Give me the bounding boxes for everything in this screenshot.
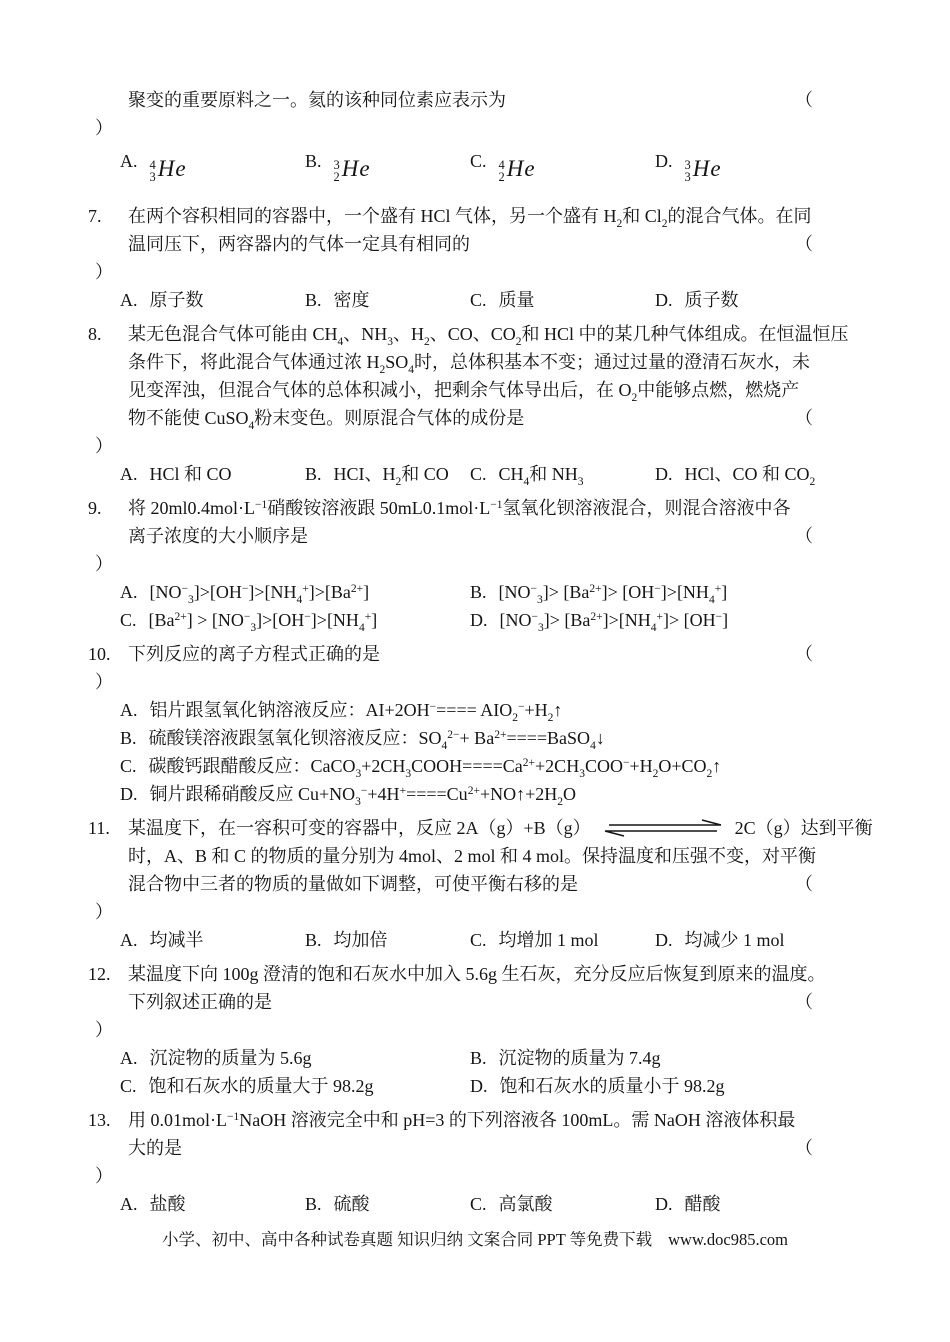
options-row [120,724,950,752]
options-row [120,1044,950,1072]
option [305,138,470,192]
option [305,460,470,488]
option-label: C. [470,151,487,171]
question-line: 时，A、B 和 C 的物质的量分别为 4mol、2 mol 和 4 mol。保持温度和压强不变，对平衡 [128,846,817,866]
option-label: B. [470,1048,487,1068]
option-label: D. [655,1194,673,1214]
option [470,1190,655,1218]
question-line: 离子浓度的大小顺序是 （ [128,522,950,550]
answer-paren: （ [795,526,813,546]
option-text: $CH_4$和 $NH_3$ [498,464,584,488]
option [470,138,655,192]
option [470,460,655,488]
option [120,606,470,634]
question-line: 见变浑浊，但混合气体的总体积减小，把剩余气体导出后，在 $O_2$中能够点燃，燃烧产 [128,380,800,404]
answer-paren: （ [795,874,813,894]
option [470,286,655,314]
option [305,1190,470,1218]
option-text: $[NO^-_3]> [Ba^{2+}]>[NH_4^+]> [OH^-]$ [499,610,729,634]
option-label: C. [120,756,137,776]
option-label: B. [120,728,137,748]
option-text: 碳酸钙跟醋酸反应：$CaCO_3+2CH_3COOH====Ca^{2+}+2CH_3COO^-+H_2O+CO_2↑$ [148,756,722,780]
isotope-notation: 3 3 He [684,156,722,184]
option-text: 均减半 [149,930,204,950]
option-label: A. [120,290,138,310]
question-line: 某温度下向 100g 澄清的饱和石灰水中加入 5.6g 生石灰，充分反应后恢复到原来的温度。 [128,964,826,984]
option-label: C. [120,610,137,630]
option [120,286,305,314]
question-10 [0,640,950,808]
option [120,780,576,808]
footer-note: 小学、初中、高中各种试卷真题 知识归纳 文案合同 PPT 等免费下载 [161,1230,653,1249]
question-line: ） [95,672,113,692]
option-text [685,138,722,192]
options-row [120,142,950,188]
answer-paren: （ [795,234,813,254]
options-row [120,578,950,606]
options-row [120,780,950,808]
options-row [120,606,950,634]
question-11 [0,814,950,954]
option-label: D. [655,930,673,950]
option-label: C. [120,1076,137,1096]
answer-paren: （ [795,90,813,110]
option-label: A. [120,1194,138,1214]
option-label: C. [470,464,487,484]
option-text: 饱和石灰水的质量大于 98.2g [148,1076,374,1096]
answer-paren: （ [795,992,813,1012]
option [120,1044,470,1072]
answer-paren: （ [795,408,813,428]
option-label: B. [305,290,322,310]
option [470,606,728,634]
option-text: 铝片跟氢氧化钠溶液反应：$AI+2OH^-==== AIO_2^-+H_2↑$ [149,700,563,724]
option-label: C. [470,930,487,950]
question-number: 9. [88,498,102,518]
question-number: 8. [88,324,102,344]
option-text: 饱和石灰水的质量小于 98.2g [499,1076,725,1096]
options-row [120,286,950,314]
option [655,286,739,314]
question-line: ） [95,902,113,922]
question-number: 13. [88,1110,111,1130]
option [470,926,655,954]
option [305,286,470,314]
question-number: 12. [88,964,111,984]
option-label: C. [470,1194,487,1214]
option-label: A. [120,930,138,950]
option [120,1190,305,1218]
question-line: 混合物中三者的物质的量做如下调整，可使平衡右移的是 （ [128,870,950,898]
options-row [120,696,950,724]
question-6-partial [0,86,950,188]
option-text [499,138,536,192]
question-line: ） [95,1020,113,1040]
question-8 [0,320,950,488]
question-line: 某无色混合气体可能由 $CH_4$、$NH_3$、$H_2$、CO、$CO_2$和 HCl 中的某几种气体组成。在恒温恒压 [128,324,849,348]
option-label: A. [120,464,138,484]
option [120,1072,470,1100]
question-line: 将 $20ml0.4mol\cdot L^{-1}$硝酸铵溶液跟 $50mL0.1mol\cdot L^{-1}$氢氧化钡溶液混合，则混合溶液中各 [128,498,791,518]
question-number: 7. [88,206,102,226]
question-line: 用 $0.01mol\cdot L^{-1}NaOH$ 溶液完全中和 pH=3 的下列溶液各 100mL。需 NaOH 溶液体积最 [128,1110,796,1130]
option [655,1190,721,1218]
question-line: 在两个容积相同的容器中，一个盛有 HCl 气体，另一个盛有 $H_2$和 $Cl_2$的混合气体。在同 [128,206,812,230]
option-text: 原子数 [149,290,204,310]
option-label: A. [120,151,138,171]
options-row [120,926,950,954]
option [470,578,727,606]
option-text: 沉淀物的质量为 7.4g [498,1048,661,1068]
option-label: D. [655,151,673,171]
option-label: B. [305,464,322,484]
option-label: A. [120,1048,138,1068]
answer-paren: （ [795,1138,813,1158]
option-label: D. [655,290,673,310]
option-label: B. [305,151,322,171]
option [120,578,470,606]
question-line: 聚变的重要原料之一。氦的该种同位素应表示为 （ [128,86,950,114]
question-line: ） [95,1166,113,1186]
option-label: D. [470,610,488,630]
question-line: ） [95,262,113,282]
option [305,926,470,954]
options-row [120,1190,950,1218]
option [120,138,305,192]
option [655,926,785,954]
option-label: C. [470,290,487,310]
option [470,1072,725,1100]
option-text: HCI、$H_2$和 CO [333,464,449,488]
options-row [120,752,950,780]
option-label: D. [470,1076,488,1096]
option-text: $[NO^-_3]>[OH^-]>[NH_4^+]>[Ba^{2+}]$ [149,582,370,606]
option [655,460,815,488]
option-text: $[Ba^{2+}] > [NO^-_3]>[OH^-]>[NH_4^+]$ [148,610,378,634]
option-label: B. [470,582,487,602]
option-text: 均增加 1 mol [498,930,599,950]
question-number: 11. [88,818,110,838]
option [470,1044,661,1072]
question-line: 物不能使 CuSO$_4$粉末变色。则原混合气体的成份是 （ [128,404,950,432]
question-line: ） [95,554,113,574]
option-label: B. [305,930,322,950]
option-text: 质量 [498,290,535,310]
question-line: ） [95,118,113,138]
question-line: ） [95,436,113,456]
option-text [150,138,187,192]
option-text: 均减少 1 mol [684,930,785,950]
question-line: 下列叙述正确的是 （ [128,988,950,1016]
option-text: 盐酸 [149,1194,186,1214]
question-line: 某温度下，在一容积可变的容器中，反应 2A（g）+B（g） 2C（g）达到平衡 [128,818,873,838]
option-label: B. [305,1194,322,1214]
option-text [334,138,371,192]
option-text: 硫酸 [333,1194,370,1214]
option-text: $[NO^-_3]> [Ba^{2+}]> [OH^-]>[NH_4^+]$ [498,582,728,606]
equilibrium-arrows-icon [599,819,727,837]
option [120,724,605,752]
option-text: 高氯酸 [498,1194,553,1214]
options-row [120,460,950,488]
options-row [120,1072,950,1100]
option [120,696,562,724]
option-text: 硫酸镁溶液跟氢氧化钡溶液反应：$SO_4^{2-}+$ $Ba^{2+}====BaSO_4↓$ [148,728,605,752]
option [120,752,721,780]
isotope-notation: 3 2 He [333,156,371,184]
question-number: 10. [88,644,111,664]
option-text: HCl 和 CO [149,464,232,484]
option-text: 密度 [333,290,370,310]
page-footer [0,1228,950,1252]
question-9 [0,494,950,634]
option-label: A. [120,582,138,602]
question-line: 下列反应的离子方程式正确的是 （ [128,640,950,668]
question-12 [0,960,950,1100]
option-text: HCl、CO 和 $CO_2$ [684,464,816,488]
option-text: 沉淀物的质量为 5.6g [149,1048,312,1068]
option-text: 均加倍 [333,930,388,950]
question-line: 大的是 （ [128,1134,950,1162]
option [655,138,722,192]
isotope-notation: 4 3 He [149,156,187,184]
isotope-notation: 4 2 He [498,156,536,184]
option [120,460,305,488]
question-13 [0,1106,950,1218]
option-label: A. [120,700,138,720]
option-text: 醋酸 [684,1194,721,1214]
question-7 [0,202,950,314]
answer-paren: （ [795,644,813,664]
question-line: 温同压下，两容器内的气体一定具有相同的 （ [128,230,950,258]
option-label: D. [655,464,673,484]
option [120,926,305,954]
footer-url: www.doc985.com [668,1230,789,1249]
question-line: 条件下，将此混合气体通过浓 $H_2SO_4$时，总体积基本不变；通过过量的澄清石灰水，未 [128,352,811,376]
option-text: 质子数 [684,290,739,310]
option-label: D. [120,784,138,804]
option-text: 铜片跟稀硝酸反应 $Cu+NO_3^-+4H^+====Cu^{2+}+NO↑+2H_2O$ [149,784,576,808]
